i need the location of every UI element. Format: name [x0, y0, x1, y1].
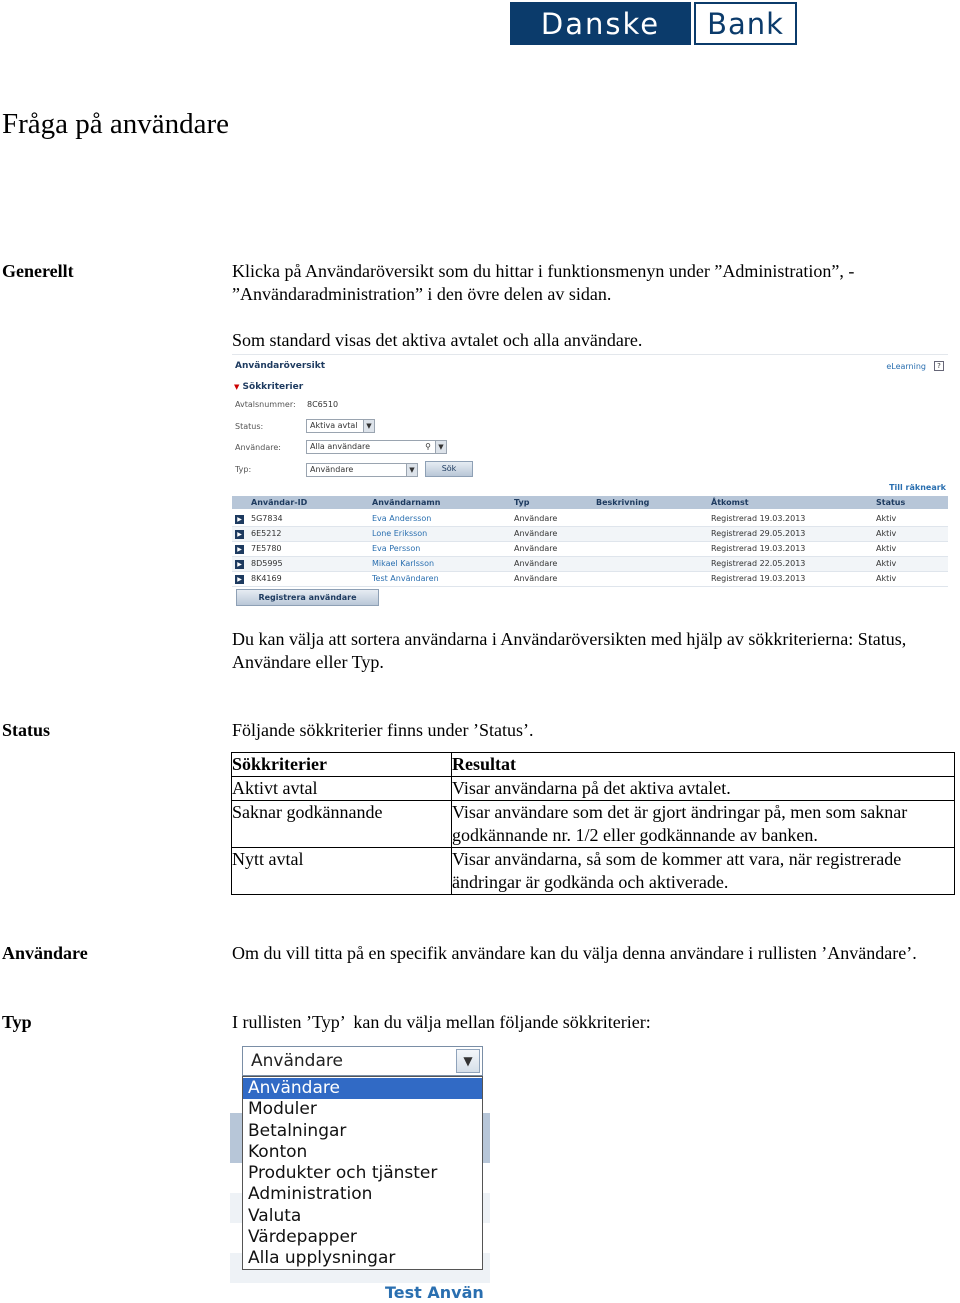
column-header-access[interactable]: Åtkomst — [711, 498, 749, 507]
table-row — [232, 777, 955, 801]
danske-bank-logo — [510, 2, 797, 45]
column-header-user-id[interactable]: Användar-ID — [251, 498, 308, 507]
type-option[interactable]: Valuta — [248, 1205, 302, 1226]
page-title: Fråga på användare — [2, 108, 230, 140]
row-user-id: 8K4169 — [251, 574, 282, 583]
chevron-down-icon: ▼ — [435, 441, 446, 453]
table-row[interactable] — [232, 572, 948, 587]
generellt-paragraph-1: Klicka på Användaröversikt som du hittar i funktionsmenyn under ”Administration”, - ”Användaradministration” i den övre delen av sidan. — [232, 261, 855, 304]
table-row — [232, 848, 955, 895]
section-label-status: Status — [2, 720, 51, 740]
row-user-id: 7E5780 — [251, 544, 282, 553]
status-select-value: Aktiva avtal — [310, 421, 358, 430]
type-option[interactable]: Konton — [248, 1141, 308, 1162]
row-status: Aktiv — [876, 529, 897, 538]
generellt-paragraph-2: Som standard visas det aktiva avtalet och alla användare. — [232, 330, 643, 350]
generellt-paragraph-3: Du kan välja att sortera användarna i Användaröversikten med hjälp av sökkriterierna: Status, Användare eller Typ. — [232, 629, 907, 672]
type-option[interactable]: Värdepapper — [248, 1227, 357, 1248]
table-row[interactable] — [232, 542, 948, 557]
column-header-username[interactable]: Användarnamn — [372, 498, 441, 507]
type-option[interactable]: Moduler — [248, 1099, 317, 1120]
user-label: Användare: — [235, 443, 281, 452]
result-cell: Visar användarna på det aktiva avtalet. — [452, 777, 955, 801]
export-spreadsheet-link[interactable]: Till räkneark — [889, 483, 946, 492]
chevron-down-icon: ▼ — [406, 464, 417, 476]
agreement-label: Avtalsnummer: — [235, 400, 296, 409]
status-select[interactable] — [306, 419, 375, 433]
type-label: Typ: — [235, 465, 252, 474]
row-access: Registrerad 19.03.2013 — [711, 544, 806, 553]
type-select[interactable] — [306, 463, 418, 477]
type-dropdown-screenshot — [230, 1043, 490, 1303]
criterion-cell: Aktivt avtal — [232, 777, 452, 801]
status-criteria-table — [231, 752, 955, 895]
section-label-typ: Typ — [2, 1012, 32, 1032]
chevron-down-icon: ▼ — [363, 420, 374, 432]
row-username-link[interactable]: Eva Persson — [372, 544, 421, 553]
row-status: Aktiv — [876, 574, 897, 583]
search-button[interactable]: Sök — [425, 461, 473, 477]
logo-part-bank: Bank — [694, 2, 797, 45]
user-select-value: Alla användare — [310, 442, 371, 451]
row-user-id: 5G7834 — [251, 514, 283, 523]
logo-part-danske: Danske — [510, 2, 691, 45]
status-label: Status: — [235, 422, 264, 431]
type-select-value: Användare — [310, 465, 354, 474]
row-access: Registrerad 19.03.2013 — [711, 574, 806, 583]
row-type: Användare — [514, 514, 558, 523]
user-overview-screenshot — [232, 354, 948, 610]
row-username-link[interactable]: Mikael Karlsson — [372, 559, 435, 568]
user-select[interactable] — [306, 440, 447, 454]
type-option[interactable]: Alla upplysningar — [248, 1248, 396, 1269]
table-row — [232, 801, 955, 848]
anvandare-text: Om du vill titta på en specifik användare kan du välja denna användare i rullisten ’Användare’. — [232, 943, 917, 963]
overview-title: Användaröversikt — [235, 361, 325, 371]
expand-icon[interactable]: ▶ — [235, 515, 244, 524]
row-user-id: 8D5995 — [251, 559, 283, 568]
row-username-link[interactable]: Test Användaren — [372, 574, 439, 583]
search-criteria-header[interactable] — [234, 382, 303, 392]
typ-text: I rullisten ’Typ’ kan du välja mellan följande sökkriterier: — [232, 1012, 651, 1032]
header-resultat: Resultat — [452, 753, 955, 777]
result-cell: Visar användarna, så som de kommer att vara, när registrerade ändringar är godkända och aktiverade. — [452, 848, 955, 895]
column-header-type[interactable]: Typ — [514, 498, 530, 507]
status-intro: Följande sökkriterier finns under ’Status’. — [232, 720, 534, 740]
row-type: Användare — [514, 529, 558, 538]
row-access: Registrerad 19.03.2013 — [711, 514, 806, 523]
user-table-header — [232, 496, 948, 509]
row-access: Registrerad 22.05.2013 — [711, 559, 806, 568]
row-user-id: 6E5212 — [251, 529, 282, 538]
expand-icon[interactable]: ▶ — [235, 575, 244, 584]
search-icon: ⚲ — [425, 442, 431, 451]
register-user-button[interactable]: Registrera användare — [236, 589, 379, 606]
row-status: Aktiv — [876, 559, 897, 568]
table-row[interactable] — [232, 527, 948, 542]
row-type: Användare — [514, 559, 558, 568]
collapse-arrow-icon: ▼ — [234, 383, 240, 391]
elearning-link[interactable]: eLearning — [886, 362, 926, 371]
criterion-cell: Nytt avtal — [232, 848, 452, 895]
type-option[interactable]: Administration — [248, 1184, 373, 1205]
chevron-down-icon[interactable]: ▼ — [456, 1049, 480, 1073]
result-cell: Visar användare som det är gjort ändringar på, men som saknar godkännande nr. 1/2 eller godkännande av banken. — [452, 801, 955, 848]
expand-icon[interactable]: ▶ — [235, 560, 244, 569]
table-row[interactable] — [232, 512, 948, 527]
type-options-list[interactable] — [242, 1076, 483, 1270]
table-header-row — [232, 753, 955, 777]
type-option[interactable]: Produkter och tjänster — [248, 1163, 438, 1184]
table-row[interactable] — [232, 557, 948, 572]
row-status: Aktiv — [876, 514, 897, 523]
expand-icon[interactable]: ▶ — [235, 530, 244, 539]
row-type: Användare — [514, 574, 558, 583]
row-access: Registrerad 29.05.2013 — [711, 529, 806, 538]
agreement-value: 8C6510 — [307, 400, 339, 409]
column-header-status[interactable]: Status — [876, 498, 906, 507]
search-criteria-label: Sökkriterier — [242, 382, 304, 392]
type-combobox-value: Användare — [251, 1051, 343, 1071]
help-icon[interactable]: ? — [934, 361, 944, 371]
background-row-text: Test Använ — [385, 1283, 484, 1302]
column-header-description[interactable]: Beskrivning — [596, 498, 650, 507]
section-label-anvandare: Användare — [2, 943, 88, 963]
criterion-cell: Saknar godkännande — [232, 801, 452, 848]
header-sokkriterier: Sökkriterier — [232, 753, 452, 777]
type-option[interactable]: Användare — [243, 1078, 482, 1099]
row-username-link[interactable]: Lone Eriksson — [372, 529, 428, 538]
row-type: Användare — [514, 544, 558, 553]
row-username-link[interactable]: Eva Andersson — [372, 514, 432, 523]
type-combobox[interactable] — [242, 1046, 483, 1076]
section-label-generellt: Generellt — [2, 261, 74, 281]
expand-icon[interactable]: ▶ — [235, 545, 244, 554]
type-option[interactable]: Betalningar — [248, 1120, 347, 1141]
row-status: Aktiv — [876, 544, 897, 553]
